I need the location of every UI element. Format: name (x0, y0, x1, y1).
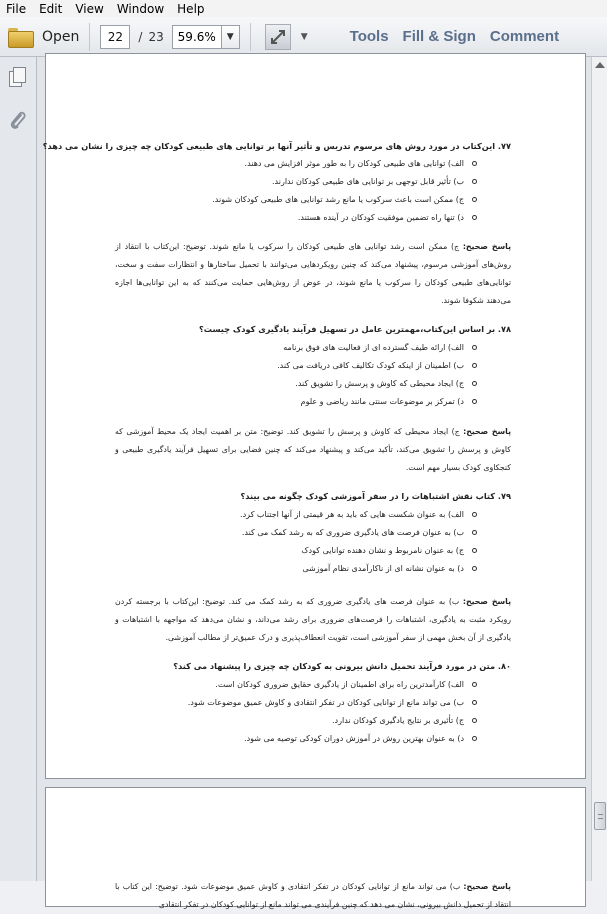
folder-icon (8, 28, 32, 46)
toolbar (0, 17, 607, 57)
vertical-scrollbar[interactable] (591, 57, 607, 881)
total-pages: 23 (148, 29, 164, 44)
menu-bar (0, 0, 607, 17)
answer-79: پاسخ صحیح: ب) به عنوان فرصت های یادگیری ضروری که به رشد کمک می کند. توضیح: این‌کتاب با برجسته کردن رویکرد مثبت به یادگیری، اشتباهات را فرصت‌های ضروری برای رشد می‌داند، و نشان می‌دهد که مواجهه با اشتباهات و یادگیری از آن بخش مهمی از سفر آموزشی است، تقویت انعطاف‌پذیری و درک عمیق‌تر از مطالب آموزشی. (115, 597, 511, 642)
navigation-pane (0, 57, 37, 881)
menu-view[interactable]: View (75, 1, 104, 16)
menu-file[interactable]: File (6, 1, 27, 16)
pdf-page (42, 53, 586, 779)
chevron-down-icon: ▼ (226, 31, 234, 42)
option: ب) می تواند مانع از توانایی کودکان در تفکر انتقادی و کاوش عمیق موضوعات شود. (188, 698, 477, 707)
pdf-page (45, 787, 586, 907)
option: الف) ارائه طیف گسترده ای از فعالیت های فوق برنامه (283, 343, 477, 352)
zoom-control (172, 25, 240, 49)
page-separator: / (138, 29, 143, 44)
option: ج) تأثیری بر نتایج یادگیری کودکان ندارد. (332, 716, 477, 725)
option: ب) به عنوان فرصت های یادگیری ضروری که به رشد کمک می کند. (242, 528, 477, 537)
option: ج) به عنوان نامربوط و نشان دهنده توانایی کودک (301, 546, 477, 555)
option: ج) ایجاد محیطی که کاوش و پرسش را تشویق کند. (295, 379, 477, 388)
scroll-up-icon[interactable] (595, 62, 605, 68)
open-label: Open (42, 28, 80, 45)
toolbar-divider (89, 23, 90, 51)
option: الف) توانایی های طبیعی کودکان را به طور موثر افزایش می دهند. (245, 159, 477, 168)
menu-help[interactable]: Help (177, 1, 205, 16)
option: الف) کارآمدترین راه برای اطمینان از یادگیری حقایق ضروری کودکان است. (215, 680, 477, 689)
option: ج) ممکن است باعث سرکوب یا مانع رشد توانایی های طبیعی کودکان شوند. (212, 195, 477, 204)
answer-77: پاسخ صحیح: ج) ممکن است رشد توانایی های طبیعی کودکان را سرکوب یا مانع شوند. توضیح: این‌کتاب با انتقاد از روش‌های آموزشی مرسوم، پیشنهاد می‌کند که چنین رویکردهایی می‌توانند با تحمیل ساختارها و انتظارات سفت و سخت، توانایی‌های طبیعی کودکان را سرکوب یا مانع شوند، در عوض از روش‌هایی حمایت می‌کنند که به این توانایی‌ها اجازه می‌دهند شکوفا شوند. (115, 242, 512, 305)
option: د) تنها راه تضمین موفقیت کودکان در آینده هستند. (298, 213, 477, 222)
open-button[interactable] (8, 22, 79, 52)
tools-button[interactable]: Tools (349, 28, 389, 45)
fill-sign-button[interactable]: Fill & Sign (402, 28, 476, 45)
zoom-dropdown-button[interactable] (222, 25, 240, 49)
toolbar-divider (250, 23, 251, 51)
answer-78: پاسخ صحیح: ج) ایجاد محیطی که کاوش و پرسش را تشویق کند. توضیح: متن بر اهمیت ایجاد یک محیط آموزشی که کاوش و پرسش را تشویق می‌کند، تأکید می‌کند و پیشنهاد می‌کند که چنین فضایی برای تسهیل فرآیند یادگیری طبیعی و کنجکاوی کودک بسیار مهم است. (115, 427, 511, 472)
question-79: ۷۹. کتاب نقش اشتباهات را در سفر آموزشی کودک چگونه می بیند؟ (240, 491, 511, 501)
page-number-input[interactable]: 22 (100, 25, 130, 49)
option: ب) تأثیر قابل توجهی بر توانایی های طبیعی کودکان ندارند. (272, 177, 477, 186)
answer-80: پاسخ صحیح: ب) می تواند مانع از توانایی کودکان در تفکر انتقادی و کاوش عمیق موضوعات شود. توضیح: این کتاب با انتقاد از تحمیل دانش بیرونی، نشان می دهد که چنین فرآیندی می تواند مانع از توانایی کودکان در تفکر انتقادی (115, 882, 511, 909)
comment-button[interactable]: Comment (489, 28, 560, 45)
question-80: ۸۰. متن در مورد فرآیند تحمیل دانش بیرونی به کودکان چه چیزی را پیشنهاد می کند؟ (173, 661, 511, 671)
paperclip-icon[interactable] (9, 109, 27, 131)
option: د) تمرکز بر موضوعات سنتی مانند ریاضی و علوم (301, 397, 477, 406)
menu-window[interactable]: Window (116, 1, 165, 16)
scrollbar-thumb[interactable] (594, 802, 606, 830)
menu-edit[interactable]: Edit (39, 1, 63, 16)
question-78: ۷۸. بر اساس این‌کتاب،مهمترین عامل در تسهیل فرآیند یادگیری کودک چیست؟ (199, 324, 511, 334)
fit-page-button[interactable] (265, 24, 291, 50)
question-77: ۷۷. این‌کتاب در مورد روش های مرسوم تدریس و تأثیر آنها بر توانایی های طبیعی کودکان چه چیزی را نشان می دهد؟ (42, 141, 511, 151)
document-view[interactable] (37, 57, 591, 909)
option: الف) به عنوان شکست هایی که باید به هر قیمتی از آنها اجتناب کرد. (240, 510, 477, 519)
option: د) به عنوان نشانه ای از ناکارآمدی نظام آموزشی (302, 564, 477, 573)
page-thumbnails-icon[interactable] (9, 67, 27, 87)
expand-icon (270, 29, 286, 45)
option: ب) اطمینان از اینکه کودک تکالیف کافی دریافت می کند. (277, 361, 477, 370)
option: د) به عنوان بهترین روش در آموزش دوران کودکی توصیه می شود. (244, 734, 477, 743)
zoom-input[interactable]: 59.6% (172, 25, 222, 49)
fit-dropdown-icon[interactable]: ▼ (300, 31, 308, 42)
